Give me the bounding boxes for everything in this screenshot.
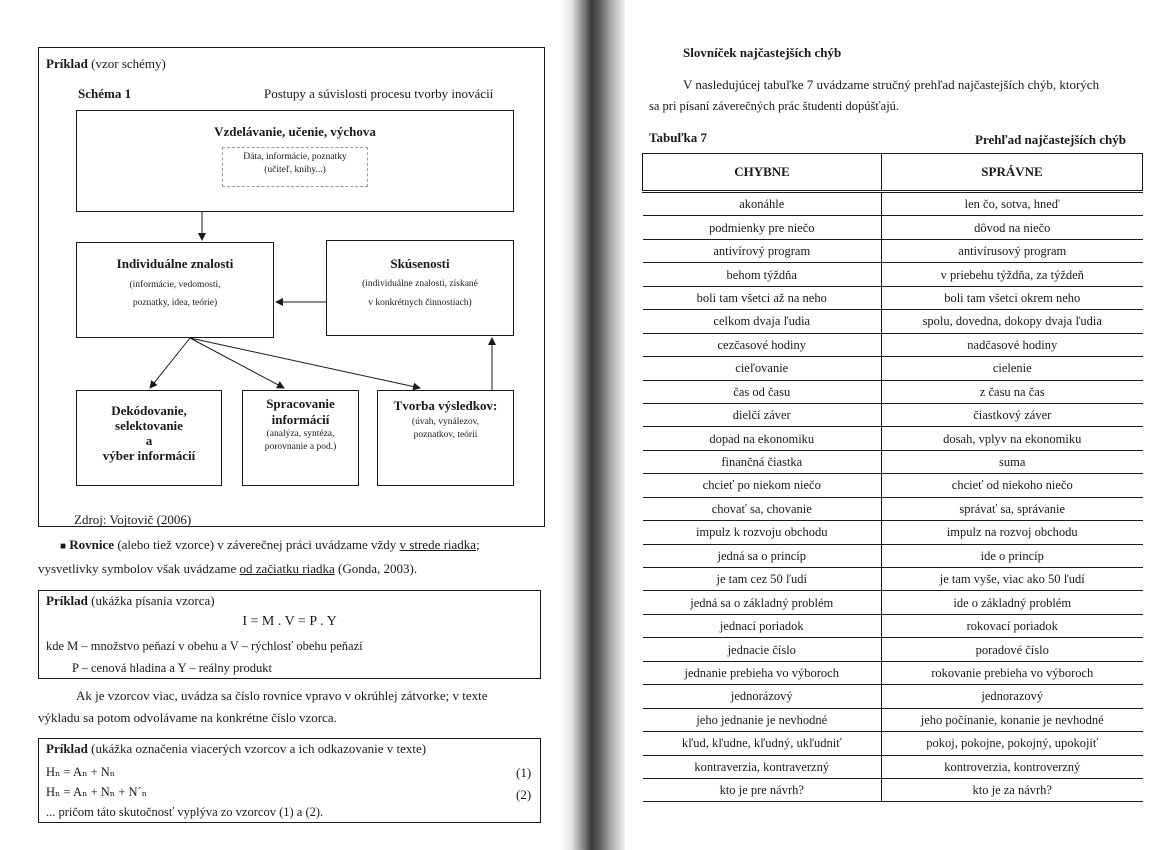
formula-reference: ... pričom táto skutočnosť vyplýva zo vzorcov (1) a (2). — [46, 805, 324, 819]
cell-right: rokovanie prebieha vo výboroch — [882, 661, 1143, 684]
schema-label: Schéma 1 — [78, 86, 132, 101]
table-row — [643, 778, 1143, 801]
formula-example-heading — [46, 593, 215, 609]
paragraph-text2: vysvetlivky symbolov však uvádzame — [38, 561, 237, 576]
formula-2-number: (2) — [516, 787, 532, 802]
cell-wrong: antivírový program — [643, 239, 882, 262]
table-row — [643, 732, 1143, 755]
table-row — [643, 357, 1143, 380]
cell-wrong: kontraverzia, kontraverzný — [643, 755, 882, 778]
example3-label: Príklad — [46, 741, 88, 756]
column-header-wrong: CHYBNE — [643, 154, 882, 192]
cell-right: dosah, vplyv na ekonomiku — [882, 427, 1143, 450]
node-knowledge-line1: (informácie, vedomosti, — [129, 280, 221, 290]
cell-right: chcieť od niekoho niečo — [882, 474, 1143, 497]
node-experience-title: Skúsenosti — [390, 256, 450, 271]
cell-wrong: kto je pre návrh? — [643, 778, 882, 801]
example2-note: (ukážka písania vzorca) — [91, 593, 215, 608]
table-row — [643, 568, 1143, 591]
errors-table — [642, 153, 1143, 802]
node-decoding-line1: Dekódovanie, — [111, 403, 187, 418]
example2-label: Príklad — [46, 593, 88, 608]
cell-right: cielenie — [882, 357, 1143, 380]
cell-right: jednorazový — [882, 685, 1143, 708]
cell-wrong: je tam cez 50 ľudí — [643, 568, 882, 591]
cell-wrong: kľud, kľudne, kľudný, ukľudniť — [643, 732, 882, 755]
cell-wrong: behom týždňa — [643, 263, 882, 286]
example-note: (vzor schémy) — [91, 56, 166, 71]
intro-line1: V nasledujúcej tabuľke 7 uvádzame stručný prehľad najčastejších chýb, ktorých — [683, 77, 1100, 92]
formula-1-number: (1) — [516, 765, 532, 780]
node-results-line1: (úvah, vynálezov, — [411, 417, 480, 427]
cell-right: je tam vyše, viac ako 50 ľudí — [882, 568, 1143, 591]
table-title: Prehľad najčastejších chýb — [975, 132, 1127, 147]
table-row — [643, 427, 1143, 450]
table-row — [643, 708, 1143, 731]
bullet-glyph: ■ — [60, 541, 67, 552]
cell-wrong: akonáhle — [643, 192, 882, 216]
cell-wrong: impulz k rozvoju obchodu — [643, 521, 882, 544]
cell-wrong: podmienky pre niečo — [643, 216, 882, 239]
table-row — [643, 286, 1143, 309]
cell-wrong: boli tam všetci až na neho — [643, 286, 882, 309]
node-results-title: Tvorba výsledkov: — [393, 398, 498, 413]
paragraph-text3: (Gonda, 2003). — [338, 561, 418, 576]
table-row — [643, 614, 1143, 637]
cell-right: kto je za návrh? — [882, 778, 1143, 801]
cell-right: len čo, sotva, hneď — [882, 192, 1143, 216]
paragraph-link1: v strede riadka — [399, 537, 477, 552]
node-decoding-line4: výber informácií — [102, 448, 196, 463]
formula-main: I = M . V = P . Y — [242, 614, 337, 629]
node-knowledge-line2: poznatky, idea, teórie) — [132, 298, 218, 308]
cell-right: poradové číslo — [882, 638, 1143, 661]
cell-right: správať sa, správanie — [882, 497, 1143, 520]
paragraph-link2: od začiatku riadka — [239, 561, 335, 576]
table-row — [643, 661, 1143, 684]
example-label: Príklad — [46, 56, 88, 71]
cell-wrong: jednanie prebieha vo výboroch — [643, 661, 882, 684]
table-row — [643, 239, 1143, 262]
table-header-row — [643, 154, 1143, 192]
arrow-knowledge-to-decoding — [150, 338, 190, 388]
cell-right: čiastkový záver — [882, 403, 1143, 426]
cell-right: ide o základný problém — [882, 591, 1143, 614]
cell-wrong: chcieť po niekom niečo — [643, 474, 882, 497]
cell-wrong: jeho jednanie je nevhodné — [643, 708, 882, 731]
table-body — [643, 192, 1143, 802]
node-processing-line2: informácií — [271, 412, 330, 427]
cell-wrong: jednacie číslo — [643, 638, 882, 661]
node-results-line2: poznatkov, teórií — [413, 430, 478, 440]
example3-note: (ukážka označenia viacerých vzorcov a ich odkazovanie v texte) — [91, 741, 427, 756]
section-heading: Slovníček najčastejších chýb — [683, 45, 842, 60]
table-row — [643, 263, 1143, 286]
table-row — [643, 544, 1143, 567]
cell-right: suma — [882, 450, 1143, 473]
cell-right: spolu, dovedna, dokopy dvaja ľudia — [882, 310, 1143, 333]
table-row — [643, 685, 1143, 708]
intro-line2: sa pri písaní záverečných prác študenti dopúšťajú. — [649, 99, 900, 113]
cell-wrong: jednorázový — [643, 685, 882, 708]
cell-right: boli tam všetci okrem neho — [882, 286, 1143, 309]
cell-wrong: cieľovanie — [643, 357, 882, 380]
cell-wrong: jedná sa o základný problém — [643, 591, 882, 614]
node-education-title: Vzdelávanie, učenie, výchova — [214, 124, 376, 139]
formula-1: Hₙ = Aₙ + Nₙ — [46, 765, 116, 779]
formula-legend-line1: kde M – množstvo peňazí v obehu a V – rýchlosť obehu peňazí — [46, 639, 363, 653]
cell-right: ide o princíp — [882, 544, 1143, 567]
arrow-knowledge-to-results — [190, 338, 420, 388]
cell-wrong: čas od času — [643, 380, 882, 403]
table-row — [643, 403, 1143, 426]
table-row — [643, 591, 1143, 614]
node-knowledge-title: Individuálne znalosti — [116, 256, 234, 271]
table-row — [643, 638, 1143, 661]
cell-wrong: finančná čiastka — [643, 450, 882, 473]
cell-wrong: jednací poriadok — [643, 614, 882, 637]
arrow-knowledge-to-processing — [190, 338, 284, 388]
cell-wrong: cezčasové hodiny — [643, 333, 882, 356]
paragraph-numbering-line2: výkladu sa potom odvolávame na konkrétne číslo vzorca. — [38, 710, 337, 725]
table-row — [643, 310, 1143, 333]
cell-right: v priebehu týždňa, za týždeň — [882, 263, 1143, 286]
table-row — [643, 333, 1143, 356]
table-row — [643, 497, 1143, 520]
node-education-line1: Dáta, informácie, poznatky — [243, 152, 347, 162]
table-row — [643, 521, 1143, 544]
cell-wrong: dopad na ekonomiku — [643, 427, 882, 450]
cell-right: z času na čas — [882, 380, 1143, 403]
column-header-right: SPRÁVNE — [882, 154, 1143, 192]
cell-right: nadčasové hodiny — [882, 333, 1143, 356]
cell-right: dôvod na niečo — [882, 216, 1143, 239]
schema-arrows — [0, 0, 560, 520]
cell-wrong: dielčí záver — [643, 403, 882, 426]
paragraph-equations-line1: ■ Rovnice (alebo tiež vzorce) v záverečnej práci uvádzame vždy v strede riadka; — [60, 537, 480, 552]
paragraph-lead: Rovnice — [69, 537, 115, 552]
table-row — [643, 380, 1143, 403]
cell-right: kontroverzia, kontroverzný — [882, 755, 1143, 778]
schema-source: Zdroj: Vojtovič (2006) — [74, 512, 192, 527]
schema-title: Postupy a súvislosti procesu tvorby inovácií — [264, 86, 494, 101]
node-experience-line1: (individuálne znalosti, získané — [362, 279, 478, 289]
cell-wrong: chovať sa, chovanie — [643, 497, 882, 520]
node-education-line2: (učiteľ, knihy...) — [264, 165, 326, 175]
table-row — [643, 216, 1143, 239]
formula-legend-line2: P – cenová hladina a Y – reálny produkt — [72, 661, 272, 675]
table-row — [643, 755, 1143, 778]
cell-wrong: celkom dvaja ľudia — [643, 310, 882, 333]
table-row — [643, 474, 1143, 497]
node-decoding-line3: a — [145, 433, 153, 448]
node-processing-line4: porovnanie a pod.) — [264, 442, 337, 452]
formula-2: Hₙ = Aₙ + Nₙ + N´ₙ — [46, 785, 148, 799]
book-gutter — [560, 0, 625, 850]
table-label: Tabuľka 7 — [649, 130, 708, 145]
cell-right: rokovací poriadok — [882, 614, 1143, 637]
table-row — [643, 192, 1143, 216]
cell-wrong: jedná sa o princíp — [643, 544, 882, 567]
paragraph-numbering-line1: Ak je vzorcov viac, uvádza sa číslo rovnice vpravo v okrúhlej zátvorke; v texte — [76, 688, 488, 703]
table-row — [643, 450, 1143, 473]
cell-right: antivírusový program — [882, 239, 1143, 262]
cell-right: pokoj, pokojne, pokojný, upokojiť — [882, 732, 1143, 755]
node-processing-line1: Spracovanie — [266, 396, 335, 411]
node-decoding-line2: selektovanie — [115, 418, 183, 433]
cell-right: impulz na rozvoj obchodu — [882, 521, 1143, 544]
multi-formula-heading — [46, 741, 426, 757]
node-experience-line2: v konkrétnych činnostiach) — [368, 298, 472, 308]
paragraph-equations-line2 — [38, 561, 548, 577]
paragraph-text1: (alebo tiež vzorce) v záverečnej práci uvádzame vždy — [117, 537, 397, 552]
left-page — [0, 0, 560, 850]
cell-right: jeho počínanie, konanie je nevhodné — [882, 708, 1143, 731]
node-processing-line3: (analýza, syntéza, — [266, 429, 335, 439]
